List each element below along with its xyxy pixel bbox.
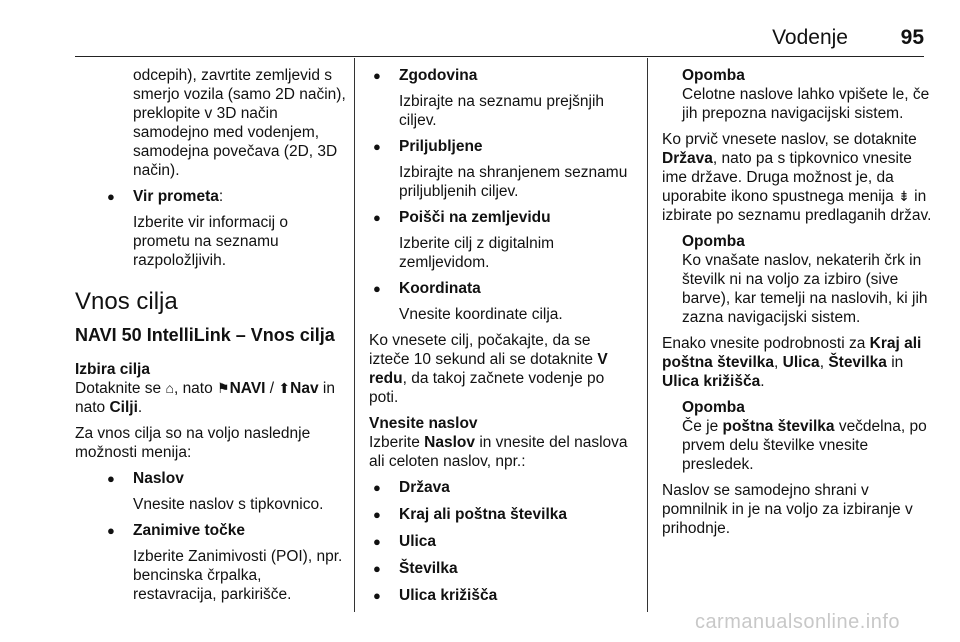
options-intro: Za vnos cilja so na voljo naslednje možnosti menija: — [75, 425, 311, 461]
naslov-label: Naslov — [133, 470, 184, 487]
zt-label: Zanimive točke — [133, 522, 245, 539]
column-divider-1 — [354, 58, 355, 612]
paragraph-memory: Naslov se samodejno shrani v pomnilnik in je na voljo za izbiranje v prihodnje. — [662, 482, 913, 537]
list-item-poisci: ● Poišči na zemljevidu — [373, 209, 551, 226]
zt-desc: Izberite Zanimivosti (POI), npr. bencinska črpalka, restavracija, parkirišče. — [133, 548, 343, 603]
bullet-icon: ● — [373, 480, 381, 495]
home-icon: ⌂ — [165, 380, 174, 396]
page-number: 95 — [900, 26, 924, 49]
list-item-zanimive-tocke — [75, 521, 347, 540]
list-item-zgodovina: ● Zgodovina — [373, 67, 478, 84]
header-rule — [75, 56, 924, 57]
subsection-heading: NAVI 50 IntelliLink – Vnos cilja — [75, 325, 335, 345]
paragraph-drzava: Ko prvič vnesete naslov, se dotaknite Država, nato pa s tipkovnico vnesite ime države. Druga možnost je, da uporabite ikono spustnega menija ⇟ in izbirate po seznamu predlaganih držav. — [662, 131, 932, 224]
timeout-paragraph: Ko vnesete cilj, počakajte, da se izteče 10 sekund ali se dotaknite V redu, da takoj začnete vodenje po poti. — [369, 332, 608, 406]
dropdown-icon: ⇟ — [898, 188, 910, 204]
column-2 — [369, 66, 635, 613]
koordinata-desc: Vnesite koordinate cilja. — [399, 306, 563, 323]
paragraph-details: Enako vnesite podrobnosti za Kraj ali poštna številka, Ulica, Številka in Ulica križišča. — [662, 335, 922, 390]
note-3: Opomba Če je poštna številka večdelna, po prvem delu številke vnesite presledek. — [682, 399, 927, 473]
list-item-priljubljene: ● Priljubljene — [373, 138, 483, 155]
column-3 — [662, 66, 932, 545]
list-item-koordinata: ● Koordinata — [373, 280, 481, 297]
list-item: ● Številka — [373, 560, 458, 577]
list-item: ● Kraj ali poštna številka — [373, 506, 567, 523]
flag-icon: ⚑ — [217, 380, 230, 396]
poisci-desc: Izberite cilj z digitalnim zemljevidom. — [399, 235, 555, 271]
bullet-icon: ● — [373, 507, 381, 522]
naslov-desc: Vnesite naslov s tipkovnico. — [133, 496, 324, 513]
bullet-icon: ● — [373, 281, 381, 296]
bullet-icon: ● — [107, 471, 115, 486]
list-item: ● Država — [373, 479, 450, 496]
vir-prometa-label: Vir prometa — [133, 188, 219, 205]
izbira-paragraph: Dotaknite se ⌂, nato ⚑NAVI / ⬆Nav in nato Cilji. — [75, 380, 335, 416]
nav-arrow-icon: ⬆ — [278, 380, 291, 396]
column-divider-2 — [647, 58, 648, 612]
vnesite-paragraph: Izberite Naslov in vnesite del naslova ali celoten naslov, npr.: — [369, 434, 628, 470]
page-header — [0, 22, 960, 58]
bullet-icon: ● — [373, 210, 381, 225]
list-item: ● Ulica križišča — [373, 587, 498, 604]
list-item: ● Ulica — [373, 533, 437, 550]
bullet-icon: ● — [373, 588, 381, 603]
priljubljene-desc: Izbirajte na shranjenem seznamu priljubljenih ciljev. — [399, 164, 628, 200]
vir-prometa-desc: Izberite vir informacij o prometu na seznamu razpoložljivih. — [133, 214, 289, 269]
izbira-heading: Izbira cilja — [75, 361, 150, 378]
vnesite-heading: Vnesite naslov — [369, 415, 478, 432]
note-1: Opomba Celotne naslove lahko vpišete le, če jih prepozna navigacijski sistem. — [682, 67, 930, 122]
section-heading: Vnos cilja — [75, 288, 178, 315]
note-2: Opomba Ko vnašate naslov, nekaterih črk in številk ni na voljo za izbiro (sive barve), kar temelji na naslovih, ki jih zazna navigacijski sistem. — [682, 233, 928, 326]
bullet-icon: ● — [107, 523, 115, 538]
bullet-icon: ● — [373, 534, 381, 549]
continued-paragraph: odcepih), zavrtite zemljevid s smerjo vozila (samo 2D način), preklopite v 3D način samodejno med vodenjem, samodejna povečava (2D, 3D način). — [133, 67, 346, 179]
vir-prometa-colon: : — [218, 188, 224, 205]
list-item-vir-prometa — [75, 187, 347, 206]
watermark: carmanualsonline.info — [694, 611, 900, 633]
bullet-icon: ● — [373, 68, 381, 83]
bullet-icon: ● — [107, 189, 115, 204]
header-title: Vodenje — [772, 26, 848, 49]
bullet-icon: ● — [373, 561, 381, 576]
bullet-icon: ● — [373, 139, 381, 154]
list-item-naslov — [75, 469, 347, 488]
zgodovina-desc: Izbirajte na seznamu prejšnjih ciljev. — [399, 93, 605, 129]
column-1 — [75, 66, 347, 611]
